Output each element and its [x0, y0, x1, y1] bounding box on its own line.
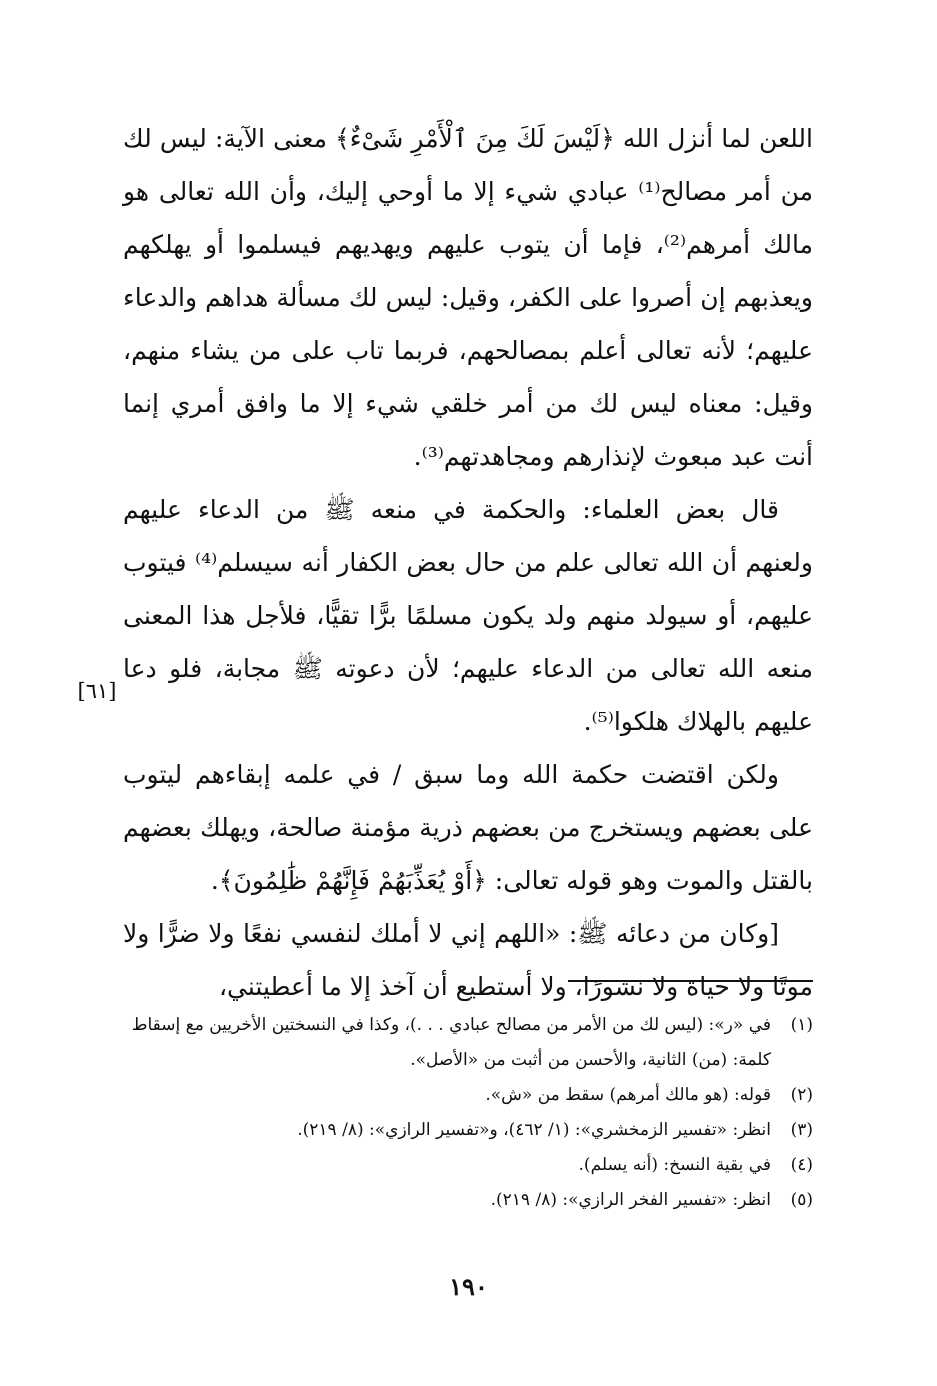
main-text: [123, 112, 813, 1013]
paragraph-2: قال بعض العلماء: والحكمة في منعه ﷺ من الدعاء عليهم ولعنهم أن الله تعالى علم من حال بعض الكفار أنه سيسلم⁽⁴⁾ فيتوب عليهم، أو سيولد منهم ولد يكون مسلمًا برًّا تقيًّا، فلأجل هذا المعنى منعه الله تعالى من الدعاء عليهم؛ لأن دعوته ﷺ مجابة، فلو دعا عليهم بالهلاك هلكوا⁽⁵⁾.: [123, 495, 813, 736]
paragraph-1: اللعن لما أنزل الله ﴿لَيْسَ لَكَ مِنَ ٱلْأَمْرِ شَىْءٌ﴾ معنى الآية: ليس لك من أمر مصالح⁽¹⁾ عبادي شيء إلا ما أوحي إليك، وأن الله تعالى هو مالك أمرهم⁽²⁾، فإما أن يتوب عليهم ويهديهم فيسلموا أو يهلكهم ويعذبهم إن أصروا على الكفر، وقيل: ليس لك مسألة هداهم والدعاء عليهم؛ لأنه تعالى أعلم بمصالحهم، فربما تاب على من يشاء منهم، وقيل: معناه ليس لك من أمر خلقي شيء إلا ما وافق أمري إنما أنت عبد مبعوث لإنذارهم ومجاهدتهم⁽³⁾.: [123, 124, 813, 471]
paragraph-4: [وكان من دعائه ﷺ: «اللهم إني لا أملك لنفسي نفعًا ولا ضرًّا ولا موتًا ولا حياة ولا نشورًا، ولا أستطيع أن آخذ إلا ما أعطيتني،: [123, 919, 813, 1001]
footnote-number: (٢): [790, 1085, 813, 1105]
footnote-text: قوله: (هو مالك أمرهم) سقط من «ش».: [485, 1085, 771, 1105]
footnote-5: [113, 1183, 813, 1218]
footnote-text: في بقية النسخ: (أنه يسلم).: [578, 1155, 771, 1175]
footnote-number: (٤): [790, 1155, 813, 1175]
footnote-text: انظر: «تفسير الزمخشري»: (١/ ٤٦٢)، و«تفسير الرازي»: (٨/ ٢١٩).: [297, 1120, 771, 1140]
footnote-separator: [568, 980, 813, 982]
footnote-3: [113, 1113, 813, 1148]
page-number: ١٩٠: [449, 1272, 488, 1301]
footnote-2: [113, 1078, 813, 1113]
paragraph-3: ولكن اقتضت حكمة الله وما سبق / في علمه إبقاءهم ليتوب على بعضهم ويستخرج من بعضهم ذرية مؤمنة صالحة، ويهلك بعضهم بالقتل والموت وهو قوله تعالى: ﴿أَوْ يُعَذِّبَهُمْ فَإِنَّهُمْ ظَٰلِمُونَ﴾.: [123, 760, 813, 895]
footnote-number: (٣): [790, 1120, 813, 1140]
footnote-1: [113, 1008, 813, 1078]
footnote-text: انظر: «تفسير الفخر الرازي»: (٨/ ٢١٩).: [490, 1190, 771, 1210]
footnote-text: في «ر»: (ليس لك من الأمر من مصالح عبادي . . .)، وكذا في النسختين الأخريين مع إسقاط كلمة: (من) الثانية، والأحسن من أثبت من «الأصل».: [131, 1015, 771, 1070]
footnote-4: [113, 1148, 813, 1183]
footnote-number: (١): [790, 1015, 813, 1035]
footnote-number: (٥): [790, 1190, 813, 1210]
footnotes: [113, 1008, 813, 1218]
manuscript-folio-marker: [٦١]: [77, 679, 117, 703]
